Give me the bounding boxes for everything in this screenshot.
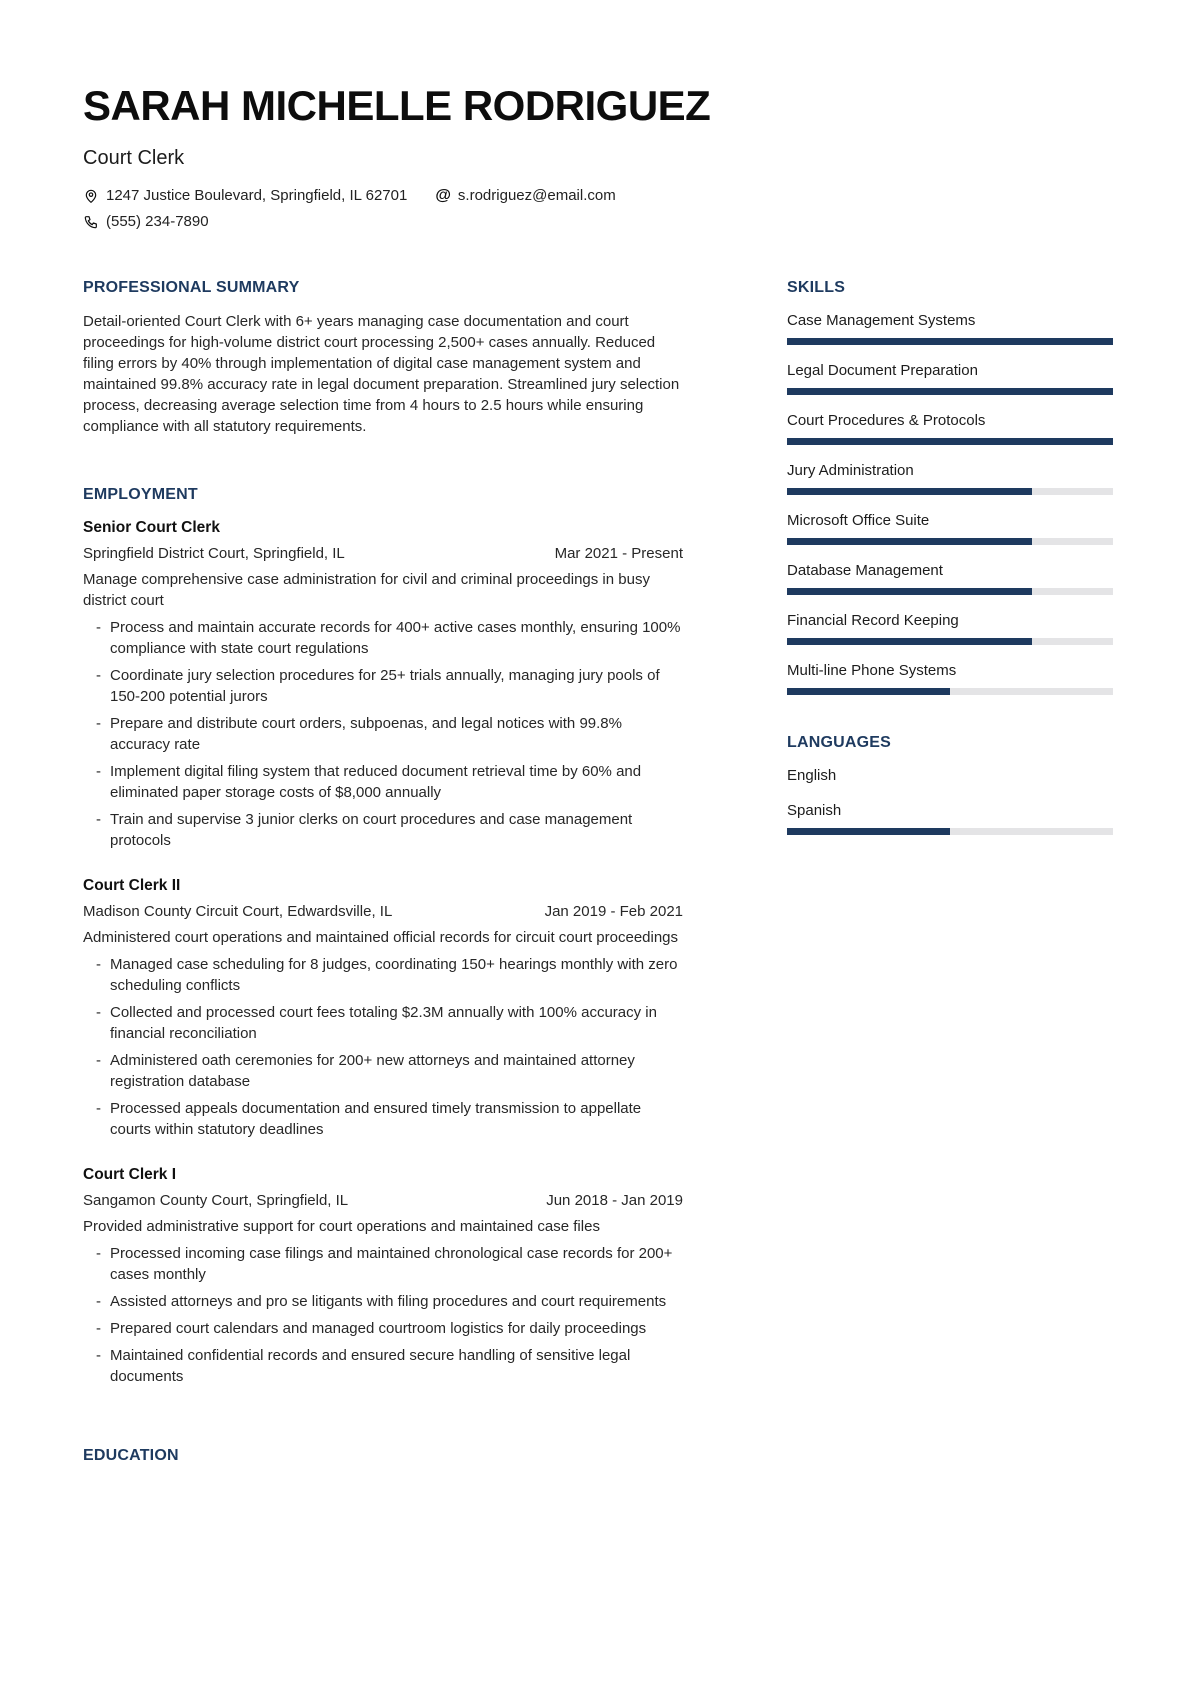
job-title: Court Clerk I xyxy=(83,1166,177,1183)
job-description: Administered court operations and maintained official records for circuit court proceedings xyxy=(83,929,679,946)
skill-bar-track xyxy=(787,638,1113,645)
skill-item xyxy=(787,661,1113,695)
job-meta xyxy=(83,902,683,922)
candidate-job-title: Court Clerk xyxy=(83,147,185,169)
job-company: Sangamon County Court, Springfield, IL xyxy=(83,1192,349,1209)
skill-item xyxy=(787,461,1113,495)
phone-icon xyxy=(83,214,99,230)
job-bullet: - Administered oath ceremonies for 200+ new attorneys and maintained attorney registration database xyxy=(83,1050,683,1092)
job-bullet-list xyxy=(83,617,683,851)
resume-body xyxy=(83,279,1113,1479)
skill-bar-track xyxy=(787,688,1113,695)
skill-item xyxy=(787,561,1113,595)
job-company: Madison County Circuit Court, Edwardsville, IL xyxy=(83,903,393,920)
skill-item xyxy=(787,411,1113,445)
job-bullet: - Collected and processed court fees totaling $2.3M annually with 100% accuracy in financial reconciliation xyxy=(83,1002,683,1044)
skill-bar-fill xyxy=(787,338,1113,345)
job-company: Springfield District Court, Springfield, IL xyxy=(83,545,345,562)
job-dates: Jun 2018 - Jan 2019 xyxy=(546,1192,683,1209)
email-at-icon: @ xyxy=(435,186,451,204)
skill-bar-fill xyxy=(787,538,1032,545)
job-dates: Jan 2019 - Feb 2021 xyxy=(544,903,683,920)
skill-label: Court Procedures & Protocols xyxy=(787,412,986,429)
language-bar-track xyxy=(787,828,1113,835)
job-bullet: - Processed incoming case filings and maintained chronological case records for 200+ cases monthly xyxy=(83,1243,683,1285)
job-dates: Mar 2021 - Present xyxy=(554,545,683,562)
language-bar-fill xyxy=(787,828,950,835)
job-meta xyxy=(83,1191,683,1211)
skill-label: Microsoft Office Suite xyxy=(787,512,930,529)
professional-summary-section xyxy=(83,279,683,437)
job-bullet: - Process and maintain accurate records for 400+ active cases monthly, ensuring 100% compliance with state court regulations xyxy=(83,617,683,659)
contact-phone-item xyxy=(83,213,209,230)
skill-item xyxy=(787,511,1113,545)
job-meta xyxy=(83,544,683,564)
job-bullet: - Maintained confidential records and ensured secure handling of sensitive legal documents xyxy=(83,1345,683,1387)
job-description: Provided administrative support for court operations and maintained case files xyxy=(83,1218,600,1235)
job-entry xyxy=(83,1165,683,1387)
contact-address: 1247 Justice Boulevard, Springfield, IL 62701 xyxy=(106,187,408,204)
job-entry xyxy=(83,518,683,851)
skill-item xyxy=(787,611,1113,645)
contact-phone: (555) 234-7890 xyxy=(106,213,209,230)
education-section xyxy=(83,1447,683,1465)
skill-bar-fill xyxy=(787,388,1113,395)
skill-label: Database Management xyxy=(787,562,943,579)
job-bullet: - Prepare and distribute court orders, subpoenas, and legal notices with 99.8% accuracy rate xyxy=(83,713,683,755)
language-label: English xyxy=(787,767,837,784)
skills-heading: SKILLS xyxy=(787,279,846,296)
candidate-name: SARAH MICHELLE RODRIGUEZ xyxy=(83,82,711,129)
skill-item xyxy=(787,361,1113,395)
job-title: Court Clerk II xyxy=(83,877,181,894)
job-title: Senior Court Clerk xyxy=(83,519,220,536)
contact-row-1 xyxy=(83,187,1113,204)
job-entry xyxy=(83,876,683,1140)
skill-label: Legal Document Preparation xyxy=(787,362,978,379)
job-bullet-list xyxy=(83,1243,683,1387)
main-column xyxy=(83,279,683,1479)
job-bullet: - Implement digital filing system that reduced document retrieval time by 60% and eliminated paper storage costs of $8,000 annually xyxy=(83,761,683,803)
languages-heading: LANGUAGES xyxy=(787,734,892,751)
skill-bar-track xyxy=(787,338,1113,345)
job-bullet: - Prepared court calendars and managed courtroom logistics for daily proceedings xyxy=(83,1318,683,1339)
employment-section xyxy=(83,486,683,1387)
contact-email: s.rodriguez@email.com xyxy=(457,187,616,204)
summary-text: Detail-oriented Court Clerk with 6+ years managing case documentation and court proceedings for high-volume district court processing 2,500+ cases annually. Reduced filing errors by 40% through implementation of digital case management system and maintained 99.8% accuracy rate in legal document preparation. Streamlined jury selection process, decreasing average selection time from 4 hours to 2.5 hours while ensuring compliance with all statutory requirements. xyxy=(83,313,680,435)
contact-block xyxy=(83,187,1113,230)
skill-bar-track xyxy=(787,488,1113,495)
skill-bar-track xyxy=(787,438,1113,445)
employment-heading: EMPLOYMENT xyxy=(83,486,198,503)
skill-bar-track xyxy=(787,388,1113,395)
language-label: Spanish xyxy=(787,802,842,819)
languages-section xyxy=(787,734,1113,835)
summary-heading: PROFESSIONAL SUMMARY xyxy=(83,279,300,296)
resume-header xyxy=(83,84,1113,230)
skill-item xyxy=(787,311,1113,345)
job-bullet-list xyxy=(83,954,683,1140)
skill-bar-fill xyxy=(787,638,1032,645)
skill-bar-fill xyxy=(787,688,950,695)
skill-label: Financial Record Keeping xyxy=(787,612,959,629)
skill-label: Multi-line Phone Systems xyxy=(787,662,957,679)
contact-address-item xyxy=(83,187,407,204)
job-bullet: - Managed case scheduling for 8 judges, coordinating 150+ hearings monthly with zero scheduling conflicts xyxy=(83,954,683,996)
location-pin-icon xyxy=(83,188,99,204)
skill-label: Case Management Systems xyxy=(787,312,976,329)
skill-bar-fill xyxy=(787,588,1032,595)
skill-label: Jury Administration xyxy=(787,462,914,479)
job-bullet: - Coordinate jury selection procedures for 25+ trials annually, managing jury pools of 150-200 potential jurors xyxy=(83,665,683,707)
skill-bar-track xyxy=(787,588,1113,595)
contact-email-item xyxy=(435,187,615,204)
skill-bar-fill xyxy=(787,488,1032,495)
job-bullet: - Train and supervise 3 junior clerks on court procedures and case management protocols xyxy=(83,809,683,851)
job-description: Manage comprehensive case administration for civil and criminal proceedings in busy district court xyxy=(83,571,650,609)
language-item xyxy=(787,801,1113,835)
sidebar xyxy=(787,279,1113,1479)
job-bullet: - Processed appeals documentation and ensured timely transmission to appellate courts within statutory deadlines xyxy=(83,1098,683,1140)
language-item xyxy=(787,766,1113,786)
skills-section xyxy=(787,279,1113,695)
contact-row-2 xyxy=(83,213,1113,230)
skill-bar-fill xyxy=(787,438,1113,445)
job-bullet: - Assisted attorneys and pro se litigants with filing procedures and court requirements xyxy=(83,1291,683,1312)
education-heading: EDUCATION xyxy=(83,1447,179,1464)
skill-bar-track xyxy=(787,538,1113,545)
